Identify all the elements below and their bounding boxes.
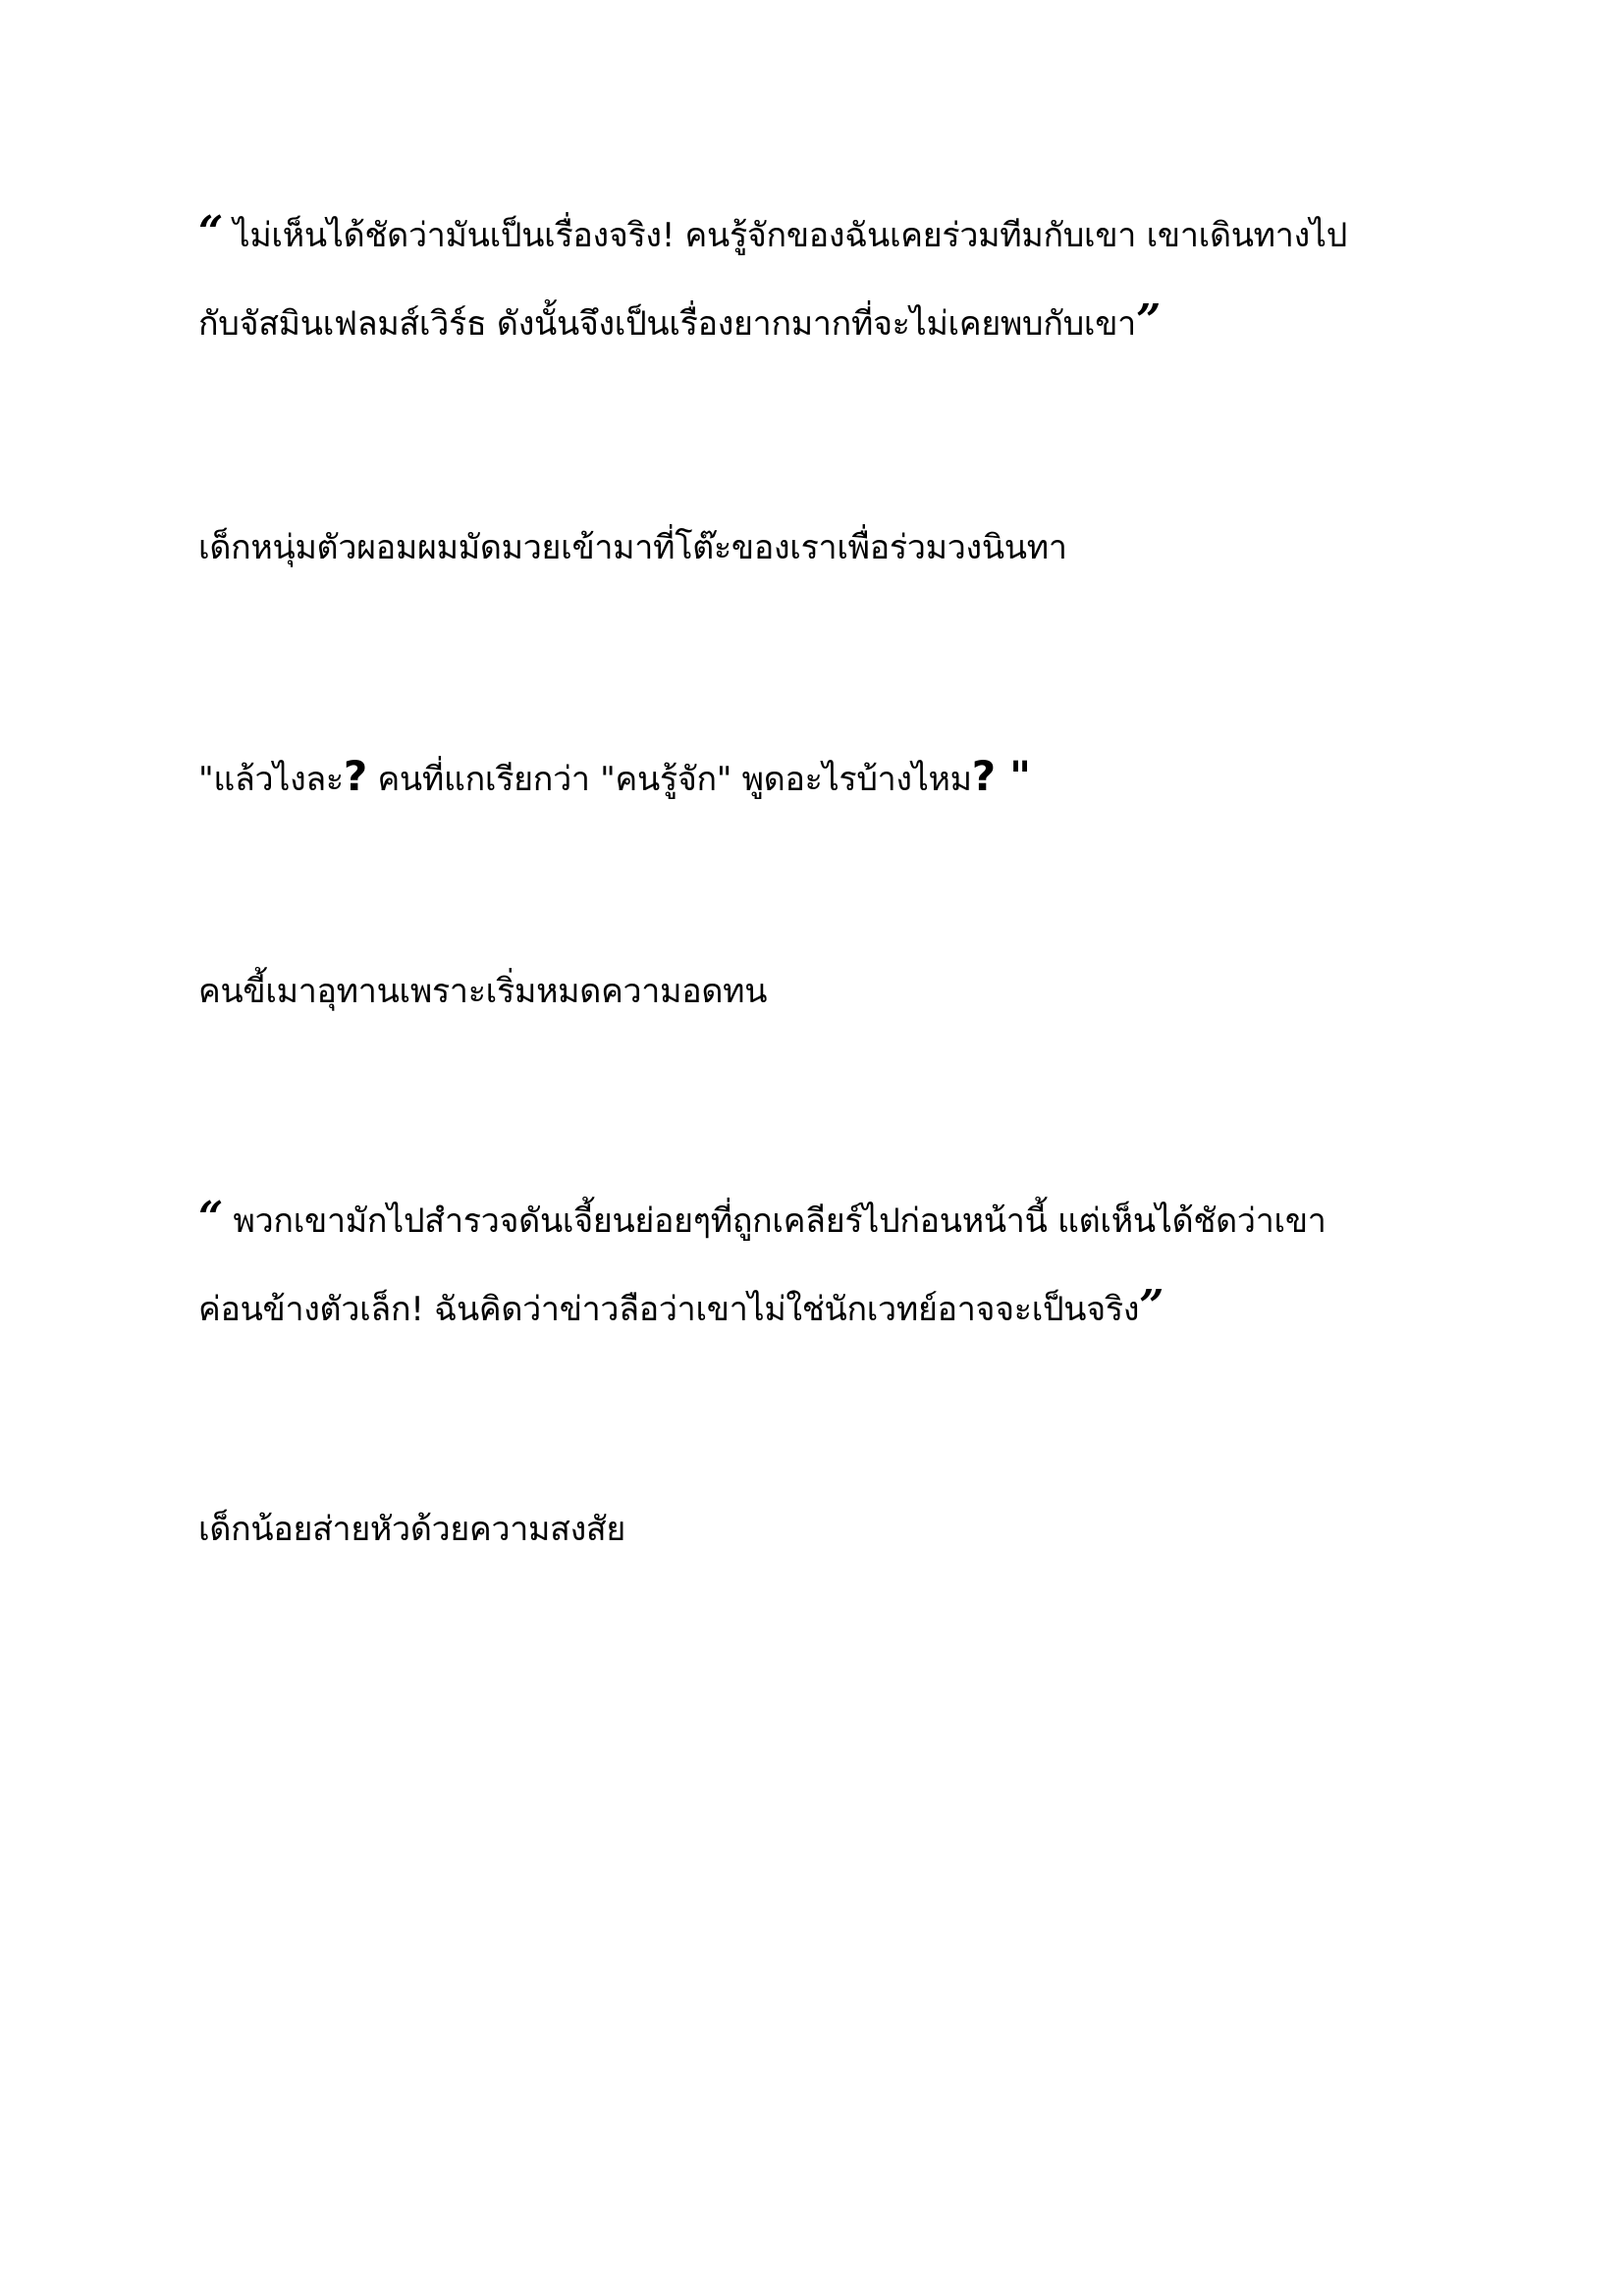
paragraph-5-line-1 — [198, 1193, 1326, 1244]
paragraph-3-part-1: "แล้วไงละ — [198, 760, 344, 799]
paragraph-1-text-2: กับจัสมินเฟลมส์เวิร์ธ ดังนั้นจึงเป็นเรื่องยากมากที่จะไม่เคยพบกับเขา — [198, 304, 1136, 344]
paragraph-1-line-1 — [198, 207, 1347, 258]
paragraph-5-line-2 — [198, 1281, 1164, 1332]
open-quote: “ — [198, 207, 224, 257]
paragraph-3 — [198, 754, 1031, 802]
paragraph-6: เด็กน้อยส่ายหัวด้วยความสงสัย — [198, 1510, 626, 1549]
close-quote: ” — [1139, 1281, 1164, 1331]
question-mark-2: ? " — [971, 752, 1031, 800]
paragraph-2: เด็กหนุ่มตัวผอมผมมัดมวยเข้ามาที่โต๊ะของเราเพื่อร่วมวงนินทา — [198, 528, 1067, 567]
question-mark-1: ? — [343, 752, 367, 800]
paragraph-5-text-2: ค่อนข้างตัวเล็ก! ฉันคิดว่าข่าวลือว่าเขาไม่ใช่นักเวทย์อาจจะเป็นจริง — [198, 1290, 1140, 1329]
paragraph-1-text-1: ไม่เห็นได้ชัดว่ามันเป็นเรื่องจริง! คนรู้จักของฉันเคยร่วมทีมกับเขา เขาเดินทางไป — [223, 216, 1347, 255]
paragraph-5-text-1: พวกเขามักไปสำรวจดันเจี้ยนย่อยๆที่ถูกเคลียร์ไปก่อนหน้านี้ แต่เห็นได้ชัดว่าเขา — [223, 1201, 1326, 1241]
paragraph-4: คนขี้เมาอุทานเพราะเริ่มหมดความอดทน — [198, 972, 768, 1011]
paragraph-1-line-2 — [198, 295, 1161, 347]
open-quote: “ — [198, 1193, 224, 1243]
close-quote: ” — [1135, 295, 1161, 346]
paragraph-3-part-2: คนที่แกเรียกว่า "คนรู้จัก" พูดอะไรบ้างไหม — [366, 760, 972, 799]
